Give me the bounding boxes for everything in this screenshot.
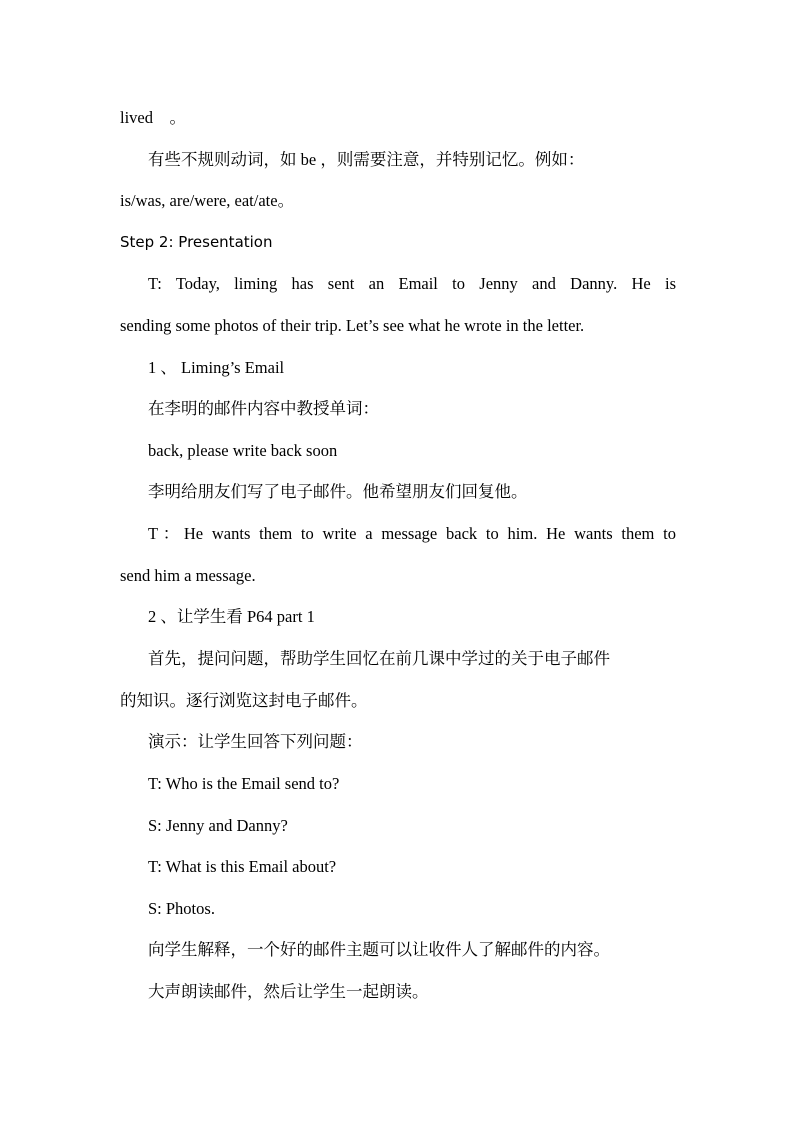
text-line-1: lived 。	[120, 108, 186, 127]
text-line-16: 演示：让学生回答下列问题：	[148, 732, 363, 751]
list-item-2: 2 、让学生看 P64 part 1	[148, 607, 315, 626]
text-line-3: is/was, are/were, eat/ate。	[120, 191, 295, 210]
text-line-5: T: Today, liming has sent an Email to Jenny and Danny. He is	[148, 274, 676, 293]
text-line-10: 李明给朋友们写了电子邮件。他希望朋友们回复他。	[148, 482, 528, 501]
text-line-20: S: Photos.	[148, 899, 215, 918]
text-line-9: back, please write back soon	[148, 441, 338, 460]
section-heading: Step 2: Presentation	[120, 233, 273, 251]
text-line-21: 向学生解释，一个好的邮件主题可以让收件人了解邮件的内容。	[148, 940, 610, 959]
text-line-14: 首先，提问问题，帮助学生回忆在前几课中学过的关于电子邮件	[148, 649, 610, 668]
text-line-11: T：He wants them to write a message back to him. He wants them to	[148, 524, 676, 543]
text-line-8: 在李明的邮件内容中教授单词：	[148, 399, 379, 418]
text-line-12: send him a message.	[120, 566, 256, 585]
text-line-18: S: Jenny and Danny?	[148, 816, 288, 835]
list-item-1: 1 、 Liming’s Email	[148, 358, 285, 377]
text-line-15: 的知识。逐行浏览这封电子邮件。	[120, 691, 368, 710]
text-line-22: 大声朗读邮件，然后让学生一起朗读。	[148, 982, 429, 1001]
text-line-6: sending some photos of their trip. Let’s see what he wrote in the letter.	[120, 316, 585, 335]
text-line-17: T: Who is the Email send to?	[148, 774, 340, 793]
text-line-2: 有些不规则动词，如 be ，则需要注意，并特别记忆。例如：	[148, 150, 585, 169]
text-line-19: T: What is this Email about?	[148, 857, 337, 876]
